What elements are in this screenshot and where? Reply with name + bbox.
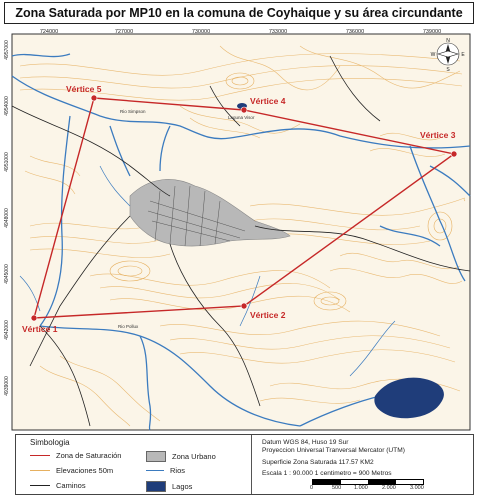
y-tick-1: 4954000: [4, 96, 10, 116]
map-title: Zona Saturada por MP10 en la comuna de Coyhaique y su área circundante: [15, 6, 463, 20]
scale-tick-1: 500: [332, 485, 342, 491]
legend-label-roads: Caminos: [56, 481, 86, 490]
compass-e: E: [461, 52, 465, 58]
y-tick-2: 4951000: [4, 152, 10, 172]
scale-bar: [312, 479, 424, 485]
y-tick-0: 4957000: [4, 40, 10, 60]
x-tick-3: 733000: [268, 29, 288, 35]
scale-tick-2: 1.000: [354, 485, 368, 491]
legend-title: Simbologia: [30, 438, 70, 447]
legend-item-rivers: [146, 466, 185, 475]
vertex-marker-2: [241, 303, 247, 309]
info-projection: Proyeccion Universal Tranversal Mercator (UTM): [262, 447, 405, 454]
x-tick-5: 739000: [422, 29, 442, 35]
river-line-icon: [146, 470, 164, 471]
vertex-label-3: Vértice 3: [420, 130, 456, 140]
road-line-icon: [30, 485, 50, 486]
y-tick-6: 4939000: [4, 376, 10, 396]
x-tick-0: 724000: [39, 29, 59, 35]
place-label-simpson: Rio Simpson: [120, 109, 146, 114]
vertex-label-5: Vértice 5: [66, 84, 102, 94]
x-tick-4: 736000: [345, 29, 365, 35]
vertex-marker-5: [91, 95, 97, 101]
map-title-box: [4, 2, 474, 24]
place-label-laguna: Laguna Visor: [228, 115, 255, 120]
legend-info: [252, 435, 473, 494]
lake-swatch-icon: [146, 481, 166, 492]
scale-tick-0: 0: [310, 485, 314, 491]
legend-item-lakes: [146, 481, 192, 492]
map-frame: [0, 26, 480, 432]
legend-item-elevations: [30, 466, 113, 475]
compass-w: W: [430, 52, 436, 58]
legend-label-rivers: Rios: [170, 466, 186, 475]
vertex-marker-4: [241, 107, 247, 113]
legend-label-lakes: Lagos: [172, 482, 193, 491]
x-tick-1: 727000: [114, 29, 134, 35]
vertex-marker-1: [31, 315, 37, 321]
urban-swatch-icon: [146, 451, 166, 462]
legend-label-urban: Zona Urbano: [172, 452, 216, 461]
y-tick-5: 4942000: [4, 320, 10, 340]
legend-item-urban: [146, 451, 216, 462]
scale-tick-3: 2.000: [382, 485, 396, 491]
info-scale: Escala 1 : 90.000 1 centimetro = 900 Metros: [262, 470, 392, 477]
y-tick-3: 4948000: [4, 208, 10, 228]
x-tick-2: 730000: [191, 29, 211, 35]
place-label-pollux: Rio Pollux: [118, 324, 139, 329]
saturation-line-icon: [30, 455, 50, 456]
info-datum: Datum WGS 84, Huso 19 Sur: [262, 439, 349, 446]
vertex-label-2: Vértice 2: [250, 310, 286, 320]
scale-tick-4: 3.000: [410, 485, 424, 491]
legend-label-saturation: Zona de Saturación: [56, 451, 122, 460]
legend-label-elevations: Elevaciones 50m: [56, 466, 114, 475]
vertex-label-4: Vértice 4: [250, 96, 286, 106]
compass-s: S: [446, 67, 450, 73]
vertex-label-1: Vértice 1: [22, 324, 58, 334]
legend-item-saturation: [30, 451, 121, 460]
compass-n: N: [446, 38, 450, 44]
legend-item-roads: [30, 481, 86, 490]
info-surface: Superficie Zona Saturada 117.57 KM2: [262, 459, 374, 466]
legend-symbology: [16, 435, 252, 494]
legend-box: [15, 434, 474, 495]
vertex-marker-3: [451, 151, 457, 157]
y-axis-ticks: [4, 40, 10, 396]
elevation-line-icon: [30, 470, 50, 471]
y-tick-4: 4945000: [4, 264, 10, 284]
